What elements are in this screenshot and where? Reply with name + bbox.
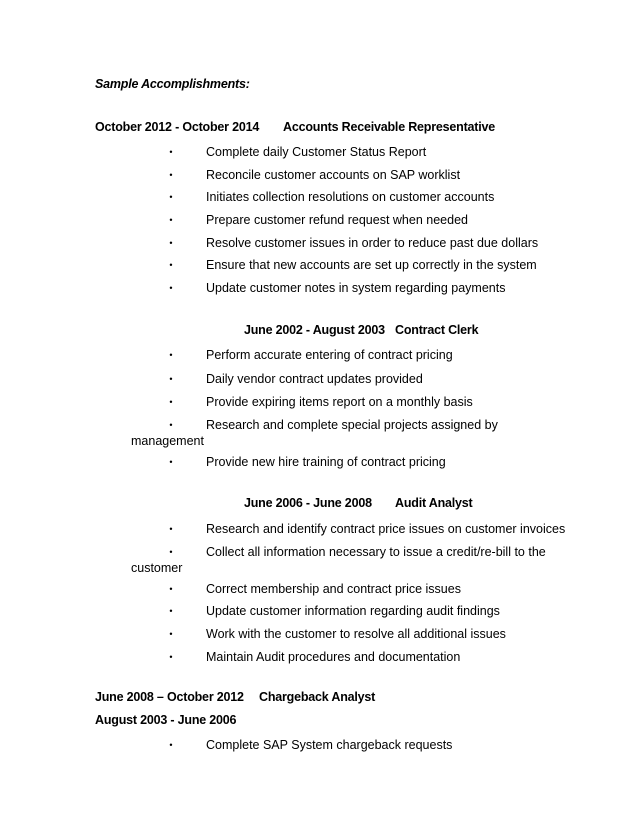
job3-item: Research and identify contract price issues on customer invoices: [206, 522, 566, 536]
bullet-marker: •: [169, 170, 173, 180]
bullet-marker: •: [169, 420, 173, 430]
job3-title: Audit Analyst: [395, 496, 473, 510]
bullet-marker: •: [169, 238, 173, 248]
bullet-marker: •: [169, 374, 173, 384]
job4-dates-line2: August 2003 - June 2006: [95, 713, 237, 727]
bullet-marker: •: [169, 457, 173, 467]
job2-item-wrap: management: [131, 434, 204, 448]
job2-item: Perform accurate entering of contract pricing: [206, 348, 453, 362]
bullet-marker: •: [169, 629, 173, 639]
bullet-marker: •: [169, 397, 173, 407]
job1-item: Initiates collection resolutions on customer accounts: [206, 190, 495, 204]
job4-title: Chargeback Analyst: [259, 690, 376, 704]
bullet-marker: •: [169, 606, 173, 616]
job2-item: Research and complete special projects assigned by: [206, 418, 498, 432]
bullet-marker: •: [169, 192, 173, 202]
bullet-marker: •: [169, 283, 173, 293]
job1-item: Prepare customer refund request when needed: [206, 213, 468, 227]
job3-item: Maintain Audit procedures and documentation: [206, 650, 461, 664]
bullet-marker: •: [169, 652, 173, 662]
bullet-marker: •: [169, 350, 173, 360]
job4-dates-line1: June 2008 – October 2012: [95, 690, 244, 704]
job2-item: Provide expiring items report on a monthly basis: [206, 395, 473, 409]
job2-item: Daily vendor contract updates provided: [206, 372, 423, 386]
job3-item: Work with the customer to resolve all additional issues: [206, 627, 506, 641]
bullet-marker: •: [169, 215, 173, 225]
job2-dates: June 2002 - August 2003: [244, 323, 385, 337]
job1-item: Complete daily Customer Status Report: [206, 145, 427, 159]
job1-title: Accounts Receivable Representative: [283, 120, 496, 134]
bullet-marker: •: [169, 584, 173, 594]
job2-item: Provide new hire training of contract pricing: [206, 455, 446, 469]
job1-item: Ensure that new accounts are set up correctly in the system: [206, 258, 537, 272]
job3-item-wrap: customer: [131, 561, 183, 575]
job3-item: Update customer information regarding audit findings: [206, 604, 500, 618]
section-heading: Sample Accomplishments:: [95, 77, 250, 91]
bullet-marker: •: [169, 147, 173, 157]
job3-item: Collect all information necessary to issue a credit/re-bill to the: [206, 545, 546, 559]
job3-item: Correct membership and contract price issues: [206, 582, 461, 596]
job2-title: Contract Clerk: [395, 323, 479, 337]
job1-item: Update customer notes in system regarding payments: [206, 281, 506, 295]
job1-item: Resolve customer issues in order to reduce past due dollars: [206, 236, 539, 250]
job1-dates: October 2012 - October 2014: [95, 120, 260, 134]
bullet-marker: •: [169, 260, 173, 270]
job4-item: Complete SAP System chargeback requests: [206, 738, 453, 752]
bullet-marker: •: [169, 740, 173, 750]
job1-item: Reconcile customer accounts on SAP worklist: [206, 168, 461, 182]
job3-dates: June 2006 - June 2008: [244, 496, 372, 510]
bullet-marker: •: [169, 524, 173, 534]
bullet-marker: •: [169, 547, 173, 557]
